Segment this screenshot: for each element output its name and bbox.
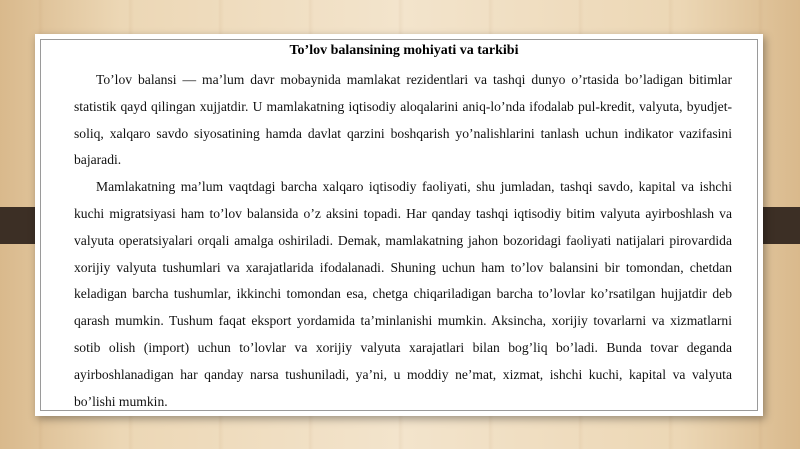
paragraph-2: Mamlakatning ma’lum vaqtdagi barcha xalqaro iqtisodiy faoliyati, shu jumladan, tashqi savdo, kapital va ishchi kuchi migratsiyasi ham to’lov balansida o’z aksini topadi. Har qanday tashqi iqtisodiy bitim valyuta ayirboshlash va valyuta operatsiyalari orqali amalga oshiriladi. Demak, mamlakatning jahon bozoridagi faoliyati natijalari pirovardida xorijiy valyuta tushumlari va xarajatlarida ifodalanadi. Shuning uchun ham to’lov balansini bir tomondan, chetdan keladigan barcha tushumlar, ikkinchi tomondan esa, chetga chiqariladigan barcha to’lovlar ko’rsatilgan hujjatdir deb qarash mumkin. Tushum faqat eksport yordamida ta’minlanishi mumkin. Aksincha, xorijiy tovarlarni va xizmatlarni sotib olish (import) uchun to’lovlar va xorijiy valyuta xarajatlari bilan bog’liq bo’ladi. Bunda tovar deganda ayirboshlanadigan har qanday narsa tushuniladi, ya’ni, u moddiy ne’mat, xizmat, ishchi kuchi, kapital va valyuta bo’lishi mumkin. — [74, 179, 732, 409]
paragraph-1: To’lov balansi — ma’lum davr mobaynida mamlakat rezidentlari va tashqi dunyo o’rtasida bo’ladigan bitimlar statistik qayd qilingan xujjatdir. U mamlakatning iqtisodiy aloqalarini aniq-lo’nda ifodalab pul-kredit, valyuta, byudjet-soliq, xalqaro savdo siyosatining hamda davlat qarzini boshqarish yo’nalishlarini tanlash uchun indikator vazifasini bajaradi. — [74, 72, 732, 168]
slide-body — [74, 67, 732, 415]
slide-title: To’lov balansining mohiyati va tarkibi — [289, 43, 519, 58]
